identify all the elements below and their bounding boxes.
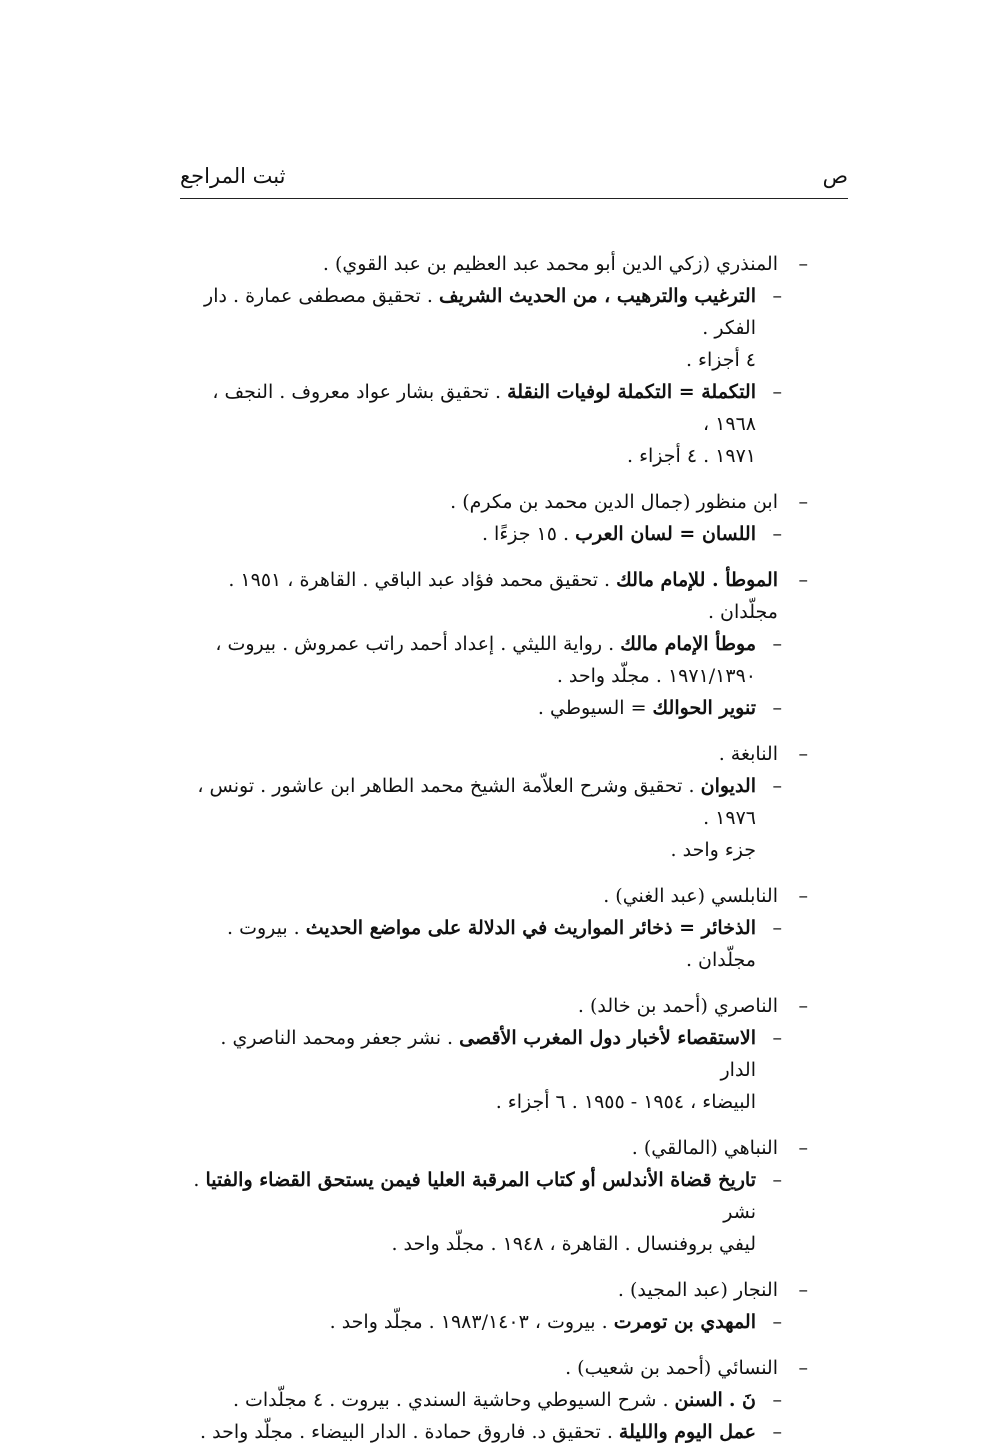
work-details: . بيروت ، ١٩٨٣/١٤٠٣ . مجلّد واحد . (329, 1311, 608, 1333)
work-title: الذخائر = ذخائر المواريث في الدلالة على مواضع الحديث (305, 917, 756, 939)
reference-author (180, 990, 808, 1022)
work-title: تاريخ قضاة الأندلس أو كتاب المرقبة العليا فيمن يستحق القضاء والفتيا (205, 1169, 756, 1191)
work-details: . نشر جعفر ومحمد الناصري . الدار (220, 1027, 756, 1081)
work-details: . تحقيق وشرح العلاّمة الشيخ محمد الطاهر ابن عاشور . تونس ، ١٩٧٦ . (197, 775, 756, 829)
dash-marker: – (798, 1137, 808, 1159)
work-title: اللسان = لسان العرب (575, 523, 756, 545)
reference-work (180, 628, 808, 692)
reference-work (180, 376, 808, 472)
dash-marker: – (798, 569, 808, 591)
reference-work (180, 1164, 808, 1260)
work-title: السنن (674, 1389, 723, 1411)
work-details: . تحقيق بشار عواد معروف . النجف ، ١٩٦٨ ، (212, 381, 756, 435)
dash-marker: – (772, 1027, 782, 1049)
lead-details: . تحقيق محمد فؤاد عبد الباقي . القاهرة ، ١٩٥١ . مجلّدان . (228, 569, 778, 623)
dash-marker: – (798, 885, 808, 907)
reference-author (180, 1132, 808, 1164)
reference-work (180, 1306, 808, 1338)
dash-marker: – (772, 1311, 782, 1333)
running-header (180, 158, 848, 199)
dash-marker: – (772, 1421, 782, 1443)
work-title: المهدي بن تومرت (613, 1311, 756, 1333)
reference-author (180, 738, 808, 770)
work-continuation: ١٩٧١ . ٤ أجزاء . (626, 445, 756, 467)
work-details: . تحقيق د. فاروق حمادة . الدار البيضاء . مجلّد واحد . (200, 1421, 613, 1443)
author-name: النجار (عبد المجيد) . (617, 1279, 778, 1301)
work-title: الديوان (700, 775, 756, 797)
author-name: النابغة . (718, 743, 778, 765)
reference-work (180, 280, 808, 376)
header-title: ثبت المراجع (180, 164, 286, 188)
work-details: . نشر (193, 1169, 756, 1223)
dash-marker: – (772, 1169, 782, 1191)
references-list (180, 248, 808, 1448)
reference-work (180, 518, 808, 550)
author-name: النسائي (أحمد بن شعيب) . (565, 1357, 778, 1379)
dash-marker: – (798, 995, 808, 1017)
reference-work (180, 1022, 808, 1118)
dash-marker: – (772, 775, 782, 797)
dash-marker: – (772, 381, 782, 403)
reference-author (180, 564, 808, 628)
author-name: الناصري (أحمد بن خالد) . (577, 995, 778, 1017)
author-name: النابلسي (عبد الغني) . (603, 885, 778, 907)
reference-author (180, 248, 808, 280)
work-details: . بيروت . مجلّدان . (226, 917, 756, 971)
dash-marker: – (772, 1389, 782, 1411)
author-name: المنذري (زكي الدين أبو محمد عبد العظيم بن عبد القوي) . (322, 253, 778, 275)
dash-marker: – (798, 1357, 808, 1379)
reference-author (180, 880, 808, 912)
work-details: . شرح السيوطي وحاشية السندي . بيروت . ٤ مجلّدات . (232, 1389, 669, 1411)
lead-title: الموطأ . للإمام مالك (616, 569, 778, 591)
work-title: التكملة = التكملة لوفيات النقلة (507, 381, 756, 403)
work-details: . تحقيق مصطفى عمارة . دار الفكر . (204, 285, 756, 339)
work-title: الاستقصاء لأخبار دول المغرب الأقصى (459, 1027, 756, 1049)
dash-marker: – (772, 917, 782, 939)
work-continuation: ١٩٧١/١٣٩٠ . مجلّد واحد . (556, 665, 756, 687)
dash-marker: – (772, 285, 782, 307)
reference-author (180, 486, 808, 518)
work-continuation: ٤ أجزاء . (685, 349, 756, 371)
work-title: عمل اليوم والليلة (618, 1421, 756, 1443)
dash-marker: – (772, 523, 782, 545)
dash-marker: – (798, 743, 808, 765)
page-letter: ص (822, 164, 848, 188)
work-details: = السيوطي . (537, 697, 647, 719)
work-title: موطأ الإمام مالك (620, 633, 756, 655)
work-title: تنوير الحوالك (652, 697, 756, 719)
dash-marker: – (772, 697, 782, 719)
author-name: ابن منظور (جمال الدين محمد بن مكرم) . (450, 491, 778, 513)
dash-marker: – (798, 253, 808, 275)
reference-work (180, 770, 808, 866)
reference-author (180, 1274, 808, 1306)
reference-work (180, 1384, 808, 1416)
work-details: . ١٥ جزءًا . (481, 523, 570, 545)
author-name: النباهي (المالقي) . (631, 1137, 778, 1159)
work-continuation: ليفي بروفنسال . القاهرة ، ١٩٤٨ . مجلّد واحد . (391, 1233, 756, 1255)
reference-work (180, 692, 808, 724)
reference-work (180, 912, 808, 976)
abbreviation-marker: نَ . (728, 1389, 756, 1411)
reference-author (180, 1352, 808, 1384)
work-continuation: البيضاء ، ١٩٥٤ - ١٩٥٥ . ٦ أجزاء . (495, 1091, 756, 1113)
work-title: الترغيب والترهيب ، من الحديث الشريف (438, 285, 756, 307)
dash-marker: – (772, 633, 782, 655)
dash-marker: – (798, 1279, 808, 1301)
dash-marker: – (798, 491, 808, 513)
work-continuation: جزء واحد . (670, 839, 756, 861)
reference-work (180, 1416, 808, 1448)
work-details: . رواية الليثي . إعداد أحمد راتب عمروش . بيروت ، (215, 633, 615, 655)
